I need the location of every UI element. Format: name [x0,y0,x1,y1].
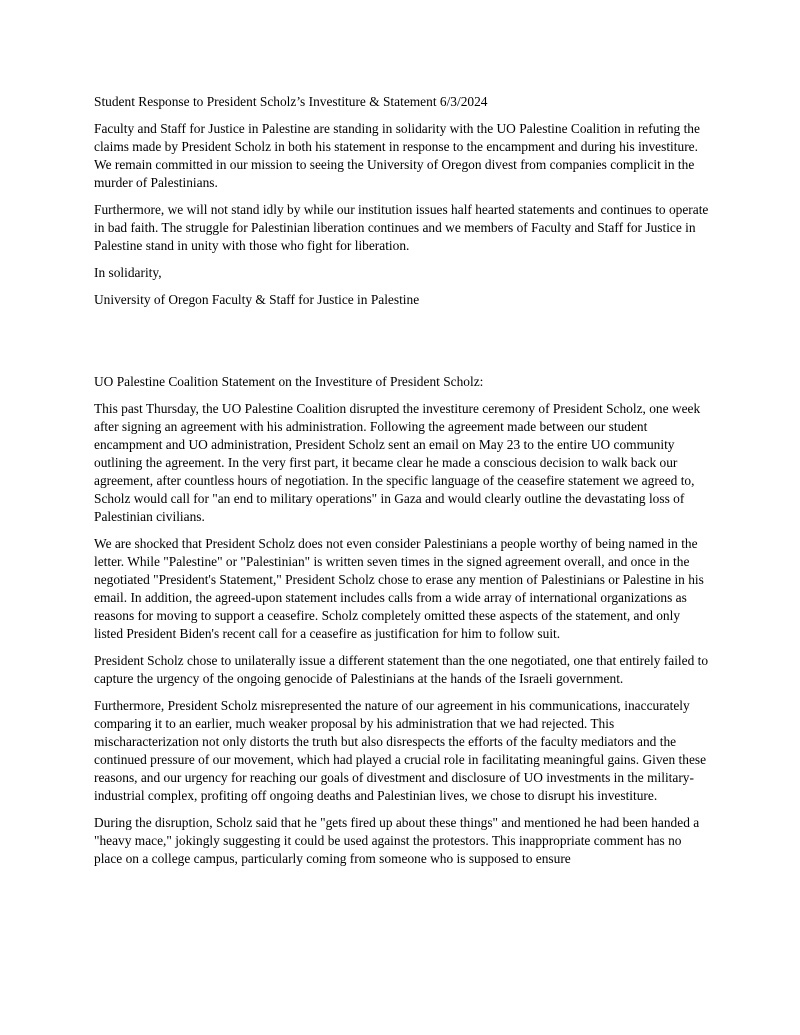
coalition-paragraph-5: During the disruption, Scholz said that he "gets fired up about these things" and mentioned he had been handed a "heavy mace," jokingly suggesting it could be used against the protestors. This inappropriate comment has no place on a college campus, particularly coming from someone who is supposed to ensure [94,815,700,866]
faculty-paragraph-1: Faculty and Staff for Justice in Palestine are standing in solidarity with the UO Palestine Coalition in refuting the claims made by President Scholz in both his statement in response to the encampment and during his investiture. We remain committed in our mission to seeing the University of Oregon divest from companies complicit in the murder of Palestinians. [94,121,700,190]
coalition-statement [94,373,709,868]
coalition-paragraph-3: President Scholz chose to unilaterally issue a different statement than the one negotiated, one that entirely failed to capture the urgency of the ongoing genocide of Palestinians at the hands of the Israeli government. [94,653,709,686]
document-page [94,93,709,877]
faculty-paragraph-2: Furthermore, we will not stand idly by while our institution issues half hearted statements and continues to operate in bad faith. The struggle for Palestinian liberation continues and we members of Faculty and Staff for Justice in Palestine stand in unity with those who fight for liberation. [94,202,709,253]
faculty-statement [94,93,709,309]
coalition-paragraph-1: This past Thursday, the UO Palestine Coalition disrupted the investiture ceremony of President Scholz, one week after signing an agreement with his administration. Following the agreement made between our student encampment and UO administration, President Scholz sent an email on May 23 to the entire UO community outlining the agreement. In the very first part, it became clear he made a conscious decision to walk back our agreement, after countless hours of negotiation. In the specific language of the ceasefire statement we agreed to, Scholz would call for "an end to military operations" in Gaza and would clearly outline the devastating loss of Palestinian civilians. [94,401,701,524]
coalition-paragraph-4: Furthermore, President Scholz misrepresented the nature of our agreement in his communications, inaccurately comparing it to an earlier, much weaker proposal by his administration that we had rejected. This mischaracterization not only distorts the truth but also disrespects the efforts of the faculty mediators and the continued pressure of our movement, which had played a crucial role in facilitating meaningful gains. Given these reasons, and our urgency for reaching our goals of divestment and disclosure of UO investments in the military-industrial complex, profiting off ongoing deaths and Palestinian lives, we chose to disrupt his investiture. [94,698,707,803]
faculty-closing: In solidarity, [94,265,162,280]
faculty-statement-heading: Student Response to President Scholz’s Investiture & Statement 6/3/2024 [94,94,488,109]
coalition-paragraph-2: We are shocked that President Scholz does not even consider Palestinians a people worthy of being named in the letter. While "Palestine" or "Palestinian" is written seven times in the signed agreement overall, and once in the negotiated "President's Statement," President Scholz chose to erase any mention of Palestinians or Palestine in his email. In addition, the agreed-upon statement includes calls from a wide array of international organizations as reasons for moving to support a ceasefire. Scholz completely omitted these aspects of the statement, and only listed President Biden's recent call for a ceasefire as justification for him to follow suit. [94,536,704,641]
section-spacer [94,318,709,373]
faculty-signature: University of Oregon Faculty & Staff for Justice in Palestine [94,292,420,307]
coalition-statement-heading: UO Palestine Coalition Statement on the Investiture of President Scholz: [94,374,484,389]
